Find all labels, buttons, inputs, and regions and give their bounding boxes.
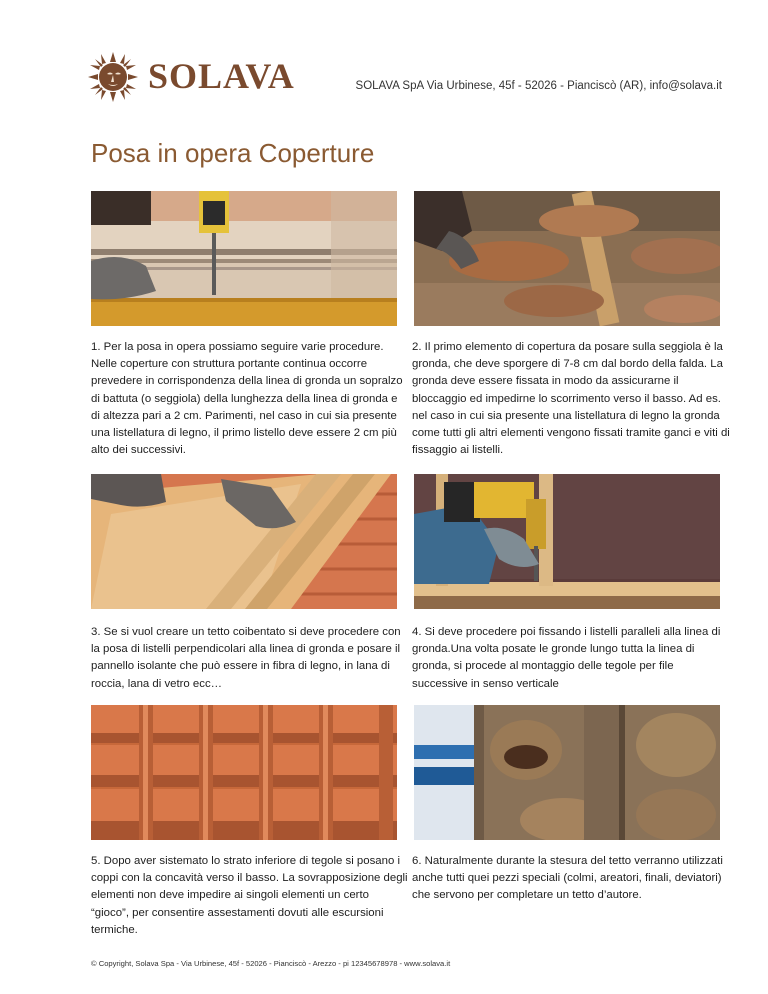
brand-wordmark: SOLAVA [148, 56, 295, 96]
special-pieces-photo [414, 705, 720, 840]
step-6-description: 6. Naturalmente durante la stesura del tetto verranno utilizzati anche tutti quei pezzi speciali (colmi, areatori, finali, deviatori) che servono per completare un tetto d’autore. [412, 855, 723, 902]
placing-roof-tiles-photo [414, 191, 720, 326]
company-contact-info: SOLAVA SpA Via Urbinese, 45f - 52026 - Pianciscò (AR), info@solava.it [355, 80, 722, 92]
sun-face-logo-icon [86, 50, 140, 104]
step-4-description: 4. Si deve procedere poi fissando i listelli paralleli alla linea di gronda.Una volta posate le gronde lungo tutta la linea di gronda, si procede al montaggio delle tegole per file successive in senso verticale [412, 626, 721, 690]
solava-logo[interactable] [86, 50, 326, 100]
step-5-description: 5. Dopo aver sistemato lo strato inferiore di tegole si posano i coppi con la concavità verso il basso. La sovrapposizione degli elementi non deve impedire ai singoli elementi un certo “gioco”, per consentire assestamenti dovuti alle escursioni termiche. [91, 855, 408, 936]
page-title: Posa in opera Coperture [91, 138, 375, 168]
page-header [86, 50, 726, 100]
fixing-battens-photo [414, 474, 720, 609]
terracotta-tile-rows-photo [91, 705, 397, 840]
copyright-footer: © Copyright, Solava Spa - Via Urbinese, 45f - 52026 - Pianciscò - Arezzo - pi 12345678978 - www.solava.it [91, 959, 451, 968]
step-2-description: 2. Il primo elemento di copertura da posare sulla seggiola è la gronda, che deve sporgere di 7-8 cm dal bordo della falda. La gronda deve essere fissata in modo da assicurarne il bloccaggio ed impedirne lo scorrimento verso il basso. Ad es. nel caso in cui sia presente una listellatura di legno la gronda come tutti gli altri elementi vengono fissati tramite ganci e viti di fissaggio ai listelli. [412, 341, 730, 457]
step-1-description: 1. Per la posa in opera possiamo seguire varie procedure. Nelle coperture con struttura portante continua occorre prevedere in corrispondenza della linea di gronda un sopralzo di battuta (o seggiola) della lunghezza della linea di gronda e di altezza pari a 2 cm. Parimenti, nel caso in cui sia presente una listellatura di legno, il primo listello deve essere 2 cm più alto dei successivi. [91, 341, 403, 457]
insulation-panel-photo [91, 474, 397, 609]
drill-on-batten-photo [91, 191, 397, 326]
step-3-description: 3. Se si vuol creare un tetto coibentato si deve procedere con la posa di listelli perpendicolari alla linea di gronda e posare il pannello isolante che può essere in fibra di legno, in lana di roccia, lana di vetro ecc… [91, 626, 401, 690]
